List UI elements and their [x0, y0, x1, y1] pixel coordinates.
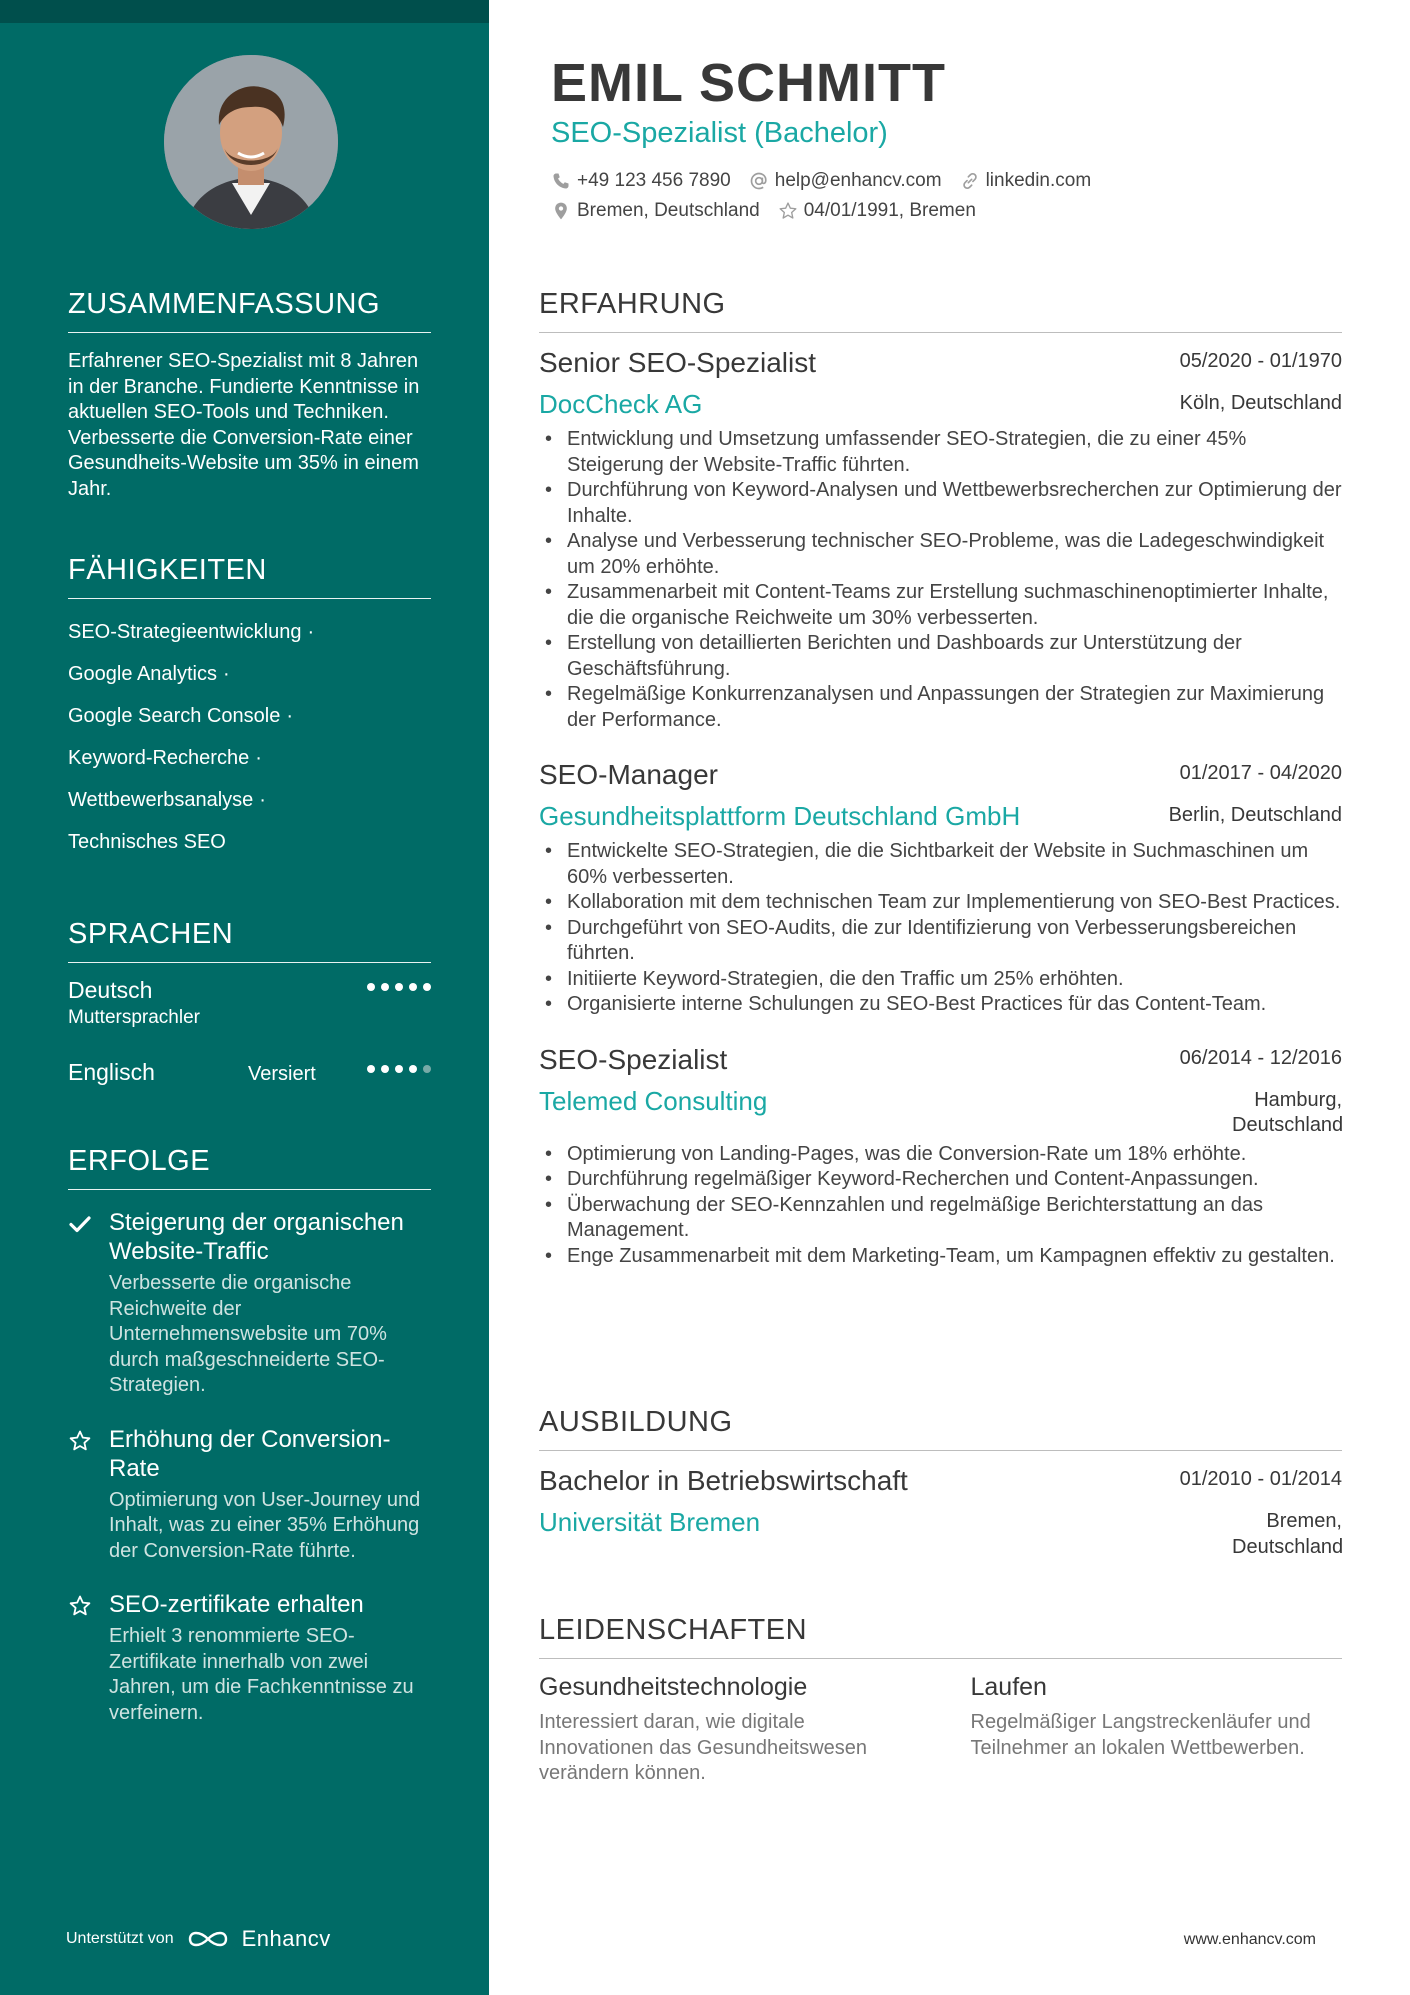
- passion-item: [971, 1673, 1343, 1787]
- job-bullet: • Optimierung von Landing-Pages, was die Conversion-Rate um 18% erhöhte.: [539, 1142, 1342, 1168]
- contact-phone: [551, 170, 731, 192]
- rating-dot: [395, 983, 403, 991]
- skill-label: SEO-Strategieentwicklung: [68, 621, 302, 643]
- job-bullet: • Analyse und Verbesserung technischer SEO-Probleme, was die Ladegeschwindigkeit um 20% erhöhte.: [539, 529, 1342, 580]
- skill-label: Keyword-Recherche: [68, 747, 250, 769]
- location-pin-icon: [551, 201, 571, 221]
- skill-item: [68, 695, 431, 737]
- job-bullet: • Durchgeführt von SEO-Audits, die zur Identifizierung von Verbesserungsbereichen führten.: [539, 916, 1342, 967]
- contact-row: [551, 200, 976, 222]
- link-icon: [960, 171, 980, 191]
- sidebar-top-bar: [0, 0, 489, 23]
- job-location: Berlin, Deutschland: [1168, 804, 1342, 826]
- job-role: SEO-Manager: [539, 759, 718, 790]
- skill-separator: ·: [255, 747, 262, 769]
- achievement-desc: Verbesserte die organische Reichweite der Unternehmenswebsite um 70% durch maßgeschneiderte SEO-Strategien.: [109, 1272, 387, 1396]
- job-bullet: • Erstellung von detaillierten Berichten und Dashboards zur Unterstützung der Geschäftsführung.: [539, 631, 1342, 682]
- education-school: Universität Bremen: [539, 1507, 761, 1537]
- job-bullet: • Kollaboration mit dem technischen Team zur Implementierung von SEO-Best Practices.: [539, 890, 1342, 916]
- job-location: Hamburg, Deutschland: [1232, 1088, 1344, 1136]
- email-text: help@enhancv.com: [774, 170, 942, 191]
- job-company: Gesundheitsplattform Deutschland GmbH: [539, 801, 1021, 831]
- rating-dot: [395, 1065, 403, 1073]
- passions-heading: LEIDENSCHAFTEN: [539, 1614, 1342, 1659]
- job-bullet: • Enge Zusammenarbeit mit dem Marketing-Team, um Kampagnen effektiv zu gestalten.: [539, 1244, 1342, 1270]
- job-role: Senior SEO-Spezialist: [539, 347, 817, 378]
- skill-item: [68, 779, 431, 821]
- skill-item: [68, 611, 431, 653]
- job-entry: [539, 1044, 1342, 1270]
- job-title: SEO-Spezialist (Bachelor): [551, 117, 888, 149]
- achievement-title: Erhöhung der Conversion-Rate: [109, 1425, 391, 1482]
- rating-dot: [409, 983, 417, 991]
- job-entry: [539, 759, 1342, 1018]
- rating-dot: [367, 983, 375, 991]
- skill-separator: ·: [259, 789, 266, 811]
- achievement-title: Steigerung der organischen Website-Traffic: [109, 1209, 404, 1265]
- education-entry: [539, 1465, 1342, 1563]
- location-text: Bremen, Deutschland: [577, 200, 760, 221]
- passions-list: [539, 1673, 1342, 1787]
- job-company: DocCheck AG: [539, 389, 703, 419]
- job-entry: [539, 347, 1342, 733]
- language-row-deutsch: [68, 963, 431, 1045]
- contact-email[interactable]: [749, 170, 942, 192]
- phone-icon: [551, 171, 571, 191]
- passion-title: Gesundheitstechnologie: [539, 1673, 808, 1701]
- education-header: [539, 1465, 1342, 1507]
- enhancv-logo-icon: [186, 1927, 230, 1951]
- achievement-desc: Erhielt 3 renommierte SEO-Zertifikate innerhalb von zwei Jahren, um die Fachkenntnisse zu verfeinern.: [109, 1625, 414, 1724]
- rating-dot: [381, 1065, 389, 1073]
- achievement-item: [68, 1208, 431, 1399]
- job-header: [539, 347, 1342, 389]
- achievements-section: [68, 1145, 431, 1726]
- skill-separator: ·: [307, 621, 315, 643]
- at-icon: [749, 171, 769, 191]
- passion-item: [539, 1673, 911, 1787]
- job-bullet: • Durchführung regelmäßiger Keyword-Recherchen und Content-Anpassungen.: [539, 1167, 1342, 1193]
- skill-separator: ·: [222, 663, 230, 685]
- skill-item: [68, 821, 431, 863]
- job-bullet: • Regelmäßige Konkurrenzanalysen und Anpassungen der Strategien zur Maximierung der Performance.: [539, 682, 1342, 733]
- job-bullet: • Durchführung von Keyword-Analysen und Wettbewerbsrecherchen zur Optimierung der Inhalte.: [539, 478, 1342, 529]
- job-role: SEO-Spezialist: [539, 1043, 728, 1075]
- birth-text: 04/01/1991, Bremen: [803, 200, 976, 221]
- powered-by: [66, 1926, 331, 1952]
- contact-birth: [778, 200, 976, 222]
- job-header: [539, 1044, 1342, 1086]
- job-subheader: [539, 1086, 1342, 1142]
- education-date: 01/2010 - 01/2014: [1179, 1468, 1342, 1490]
- achievement-title: SEO-zertifikate erhalten: [109, 1591, 364, 1618]
- education-section: [539, 1406, 1342, 1563]
- star-icon: [68, 1429, 92, 1453]
- job-subheader: [539, 389, 1342, 427]
- passion-title: Laufen: [970, 1673, 1047, 1701]
- rating-dot: [367, 1065, 375, 1073]
- job-date: 05/2020 - 01/1970: [1179, 350, 1342, 372]
- language-name: Deutsch: [68, 977, 153, 1003]
- education-degree: Bachelor in Betriebswirtschaft: [539, 1465, 908, 1496]
- rating-dot: [423, 983, 431, 991]
- skill-label: Wettbewerbsanalyse: [68, 789, 254, 811]
- linkedin-text: linkedin.com: [985, 170, 1092, 191]
- rating-dot: [381, 983, 389, 991]
- rating-dot: [409, 1065, 417, 1073]
- job-header: [539, 759, 1342, 801]
- job-location: Köln, Deutschland: [1179, 392, 1342, 414]
- skill-label: Google Search Console: [68, 705, 281, 727]
- passions-section: [539, 1614, 1342, 1787]
- passion-desc: Interessiert daran, wie digitale Innovationen das Gesundheitswesen verändern können.: [539, 1711, 868, 1784]
- job-bullet: • Zusammenarbeit mit Content-Teams zur Erstellung suchmaschinenoptimierter Inhalte, die die organische Reichweite um 30% verbesserten.: [539, 580, 1342, 631]
- education-heading: AUSBILDUNG: [539, 1406, 1342, 1451]
- website-link[interactable]: www.enhancv.com: [1183, 1931, 1316, 1948]
- phone-text: +49 123 456 7890: [577, 170, 731, 191]
- job-date: 01/2017 - 04/2020: [1179, 762, 1342, 784]
- job-company: Telemed Consulting: [539, 1085, 768, 1116]
- person-name: EMIL SCHMITT: [551, 53, 946, 113]
- achievement-item: [68, 1590, 431, 1726]
- language-row-englisch: [68, 1045, 431, 1101]
- summary-text: Erfahrener SEO-Spezialist mit 8 Jahren in der Branche. Fundierte Kenntnisse in aktuellen SEO-Tools und Techniken. Verbesserte die Conversion-Rate einer Gesundheits-Website um 35% in einem Jahr.: [68, 350, 420, 500]
- summary-heading: ZUSAMMENFASSUNG: [68, 288, 431, 333]
- star-icon: [68, 1594, 92, 1618]
- job-subheader: [539, 801, 1342, 839]
- language-rating: [367, 1065, 431, 1073]
- job-bullet: • Entwicklung und Umsetzung umfassender SEO-Strategien, die zu einer 45% Steigerung der Website-Traffic führten.: [539, 427, 1342, 478]
- avatar: [164, 55, 338, 229]
- job-date: 06/2014 - 12/2016: [1179, 1046, 1342, 1069]
- skills-section: [68, 554, 431, 863]
- skill-label: Technisches SEO: [68, 831, 226, 853]
- skills-list: [68, 611, 431, 863]
- avatar-photo: [164, 55, 338, 229]
- job-bullet: • Überwachung der SEO-Kennzahlen und regelmäßige Berichterstattung an das Management.: [539, 1193, 1342, 1244]
- job-bullets: [539, 839, 1342, 1018]
- language-rating: [367, 983, 431, 991]
- education-subheader: [539, 1507, 1342, 1563]
- skill-label: Google Analytics: [68, 663, 217, 685]
- language-level: Versiert: [248, 1063, 316, 1085]
- skill-item: [68, 737, 431, 779]
- achievement-desc: Optimierung von User-Journey und Inhalt, was zu einer 35% Erhöhung der Conversion-Rate führte.: [109, 1488, 421, 1562]
- experience-section: [539, 288, 1342, 1269]
- experience-heading: ERFAHRUNG: [539, 288, 1342, 333]
- powered-label: Unterstützt von: [66, 1930, 174, 1947]
- rating-dot: [423, 1065, 431, 1073]
- contact-linkedin[interactable]: [960, 170, 1092, 192]
- job-bullets: [539, 427, 1342, 733]
- education-location: Bremen, Deutschland: [1232, 1510, 1344, 1558]
- summary-section: [68, 288, 431, 502]
- languages-section: [68, 918, 431, 1101]
- check-icon: [68, 1212, 92, 1236]
- star-icon: [778, 201, 798, 221]
- job-bullets: [539, 1142, 1342, 1270]
- passion-desc: Regelmäßiger Langstreckenläufer und Teilnehmer an lokalen Wettbewerben.: [970, 1711, 1311, 1759]
- contact-location: [551, 200, 760, 222]
- language-name: Englisch: [68, 1059, 155, 1085]
- skill-item: [68, 653, 431, 695]
- job-bullet: • Entwickelte SEO-Strategien, die die Sichtbarkeit der Website in Suchmaschinen um 60% verbesserten.: [539, 839, 1342, 890]
- skills-heading: FÄHIGKEITEN: [68, 554, 431, 599]
- job-bullet: • Initiierte Keyword-Strategien, die den Traffic um 25% erhöhten.: [539, 967, 1342, 993]
- skill-separator: ·: [286, 705, 294, 727]
- achievements-heading: ERFOLGE: [68, 1145, 431, 1190]
- sidebar: [0, 0, 489, 1995]
- language-sub: Muttersprachler: [68, 1007, 200, 1028]
- job-bullet: • Organisierte interne Schulungen zu SEO-Best Practices für das Content-Team.: [539, 992, 1342, 1018]
- achievement-item: [68, 1425, 431, 1565]
- languages-heading: SPRACHEN: [68, 918, 431, 963]
- contact-row: [551, 170, 1091, 192]
- enhancv-brand: Enhancv: [241, 1926, 331, 1951]
